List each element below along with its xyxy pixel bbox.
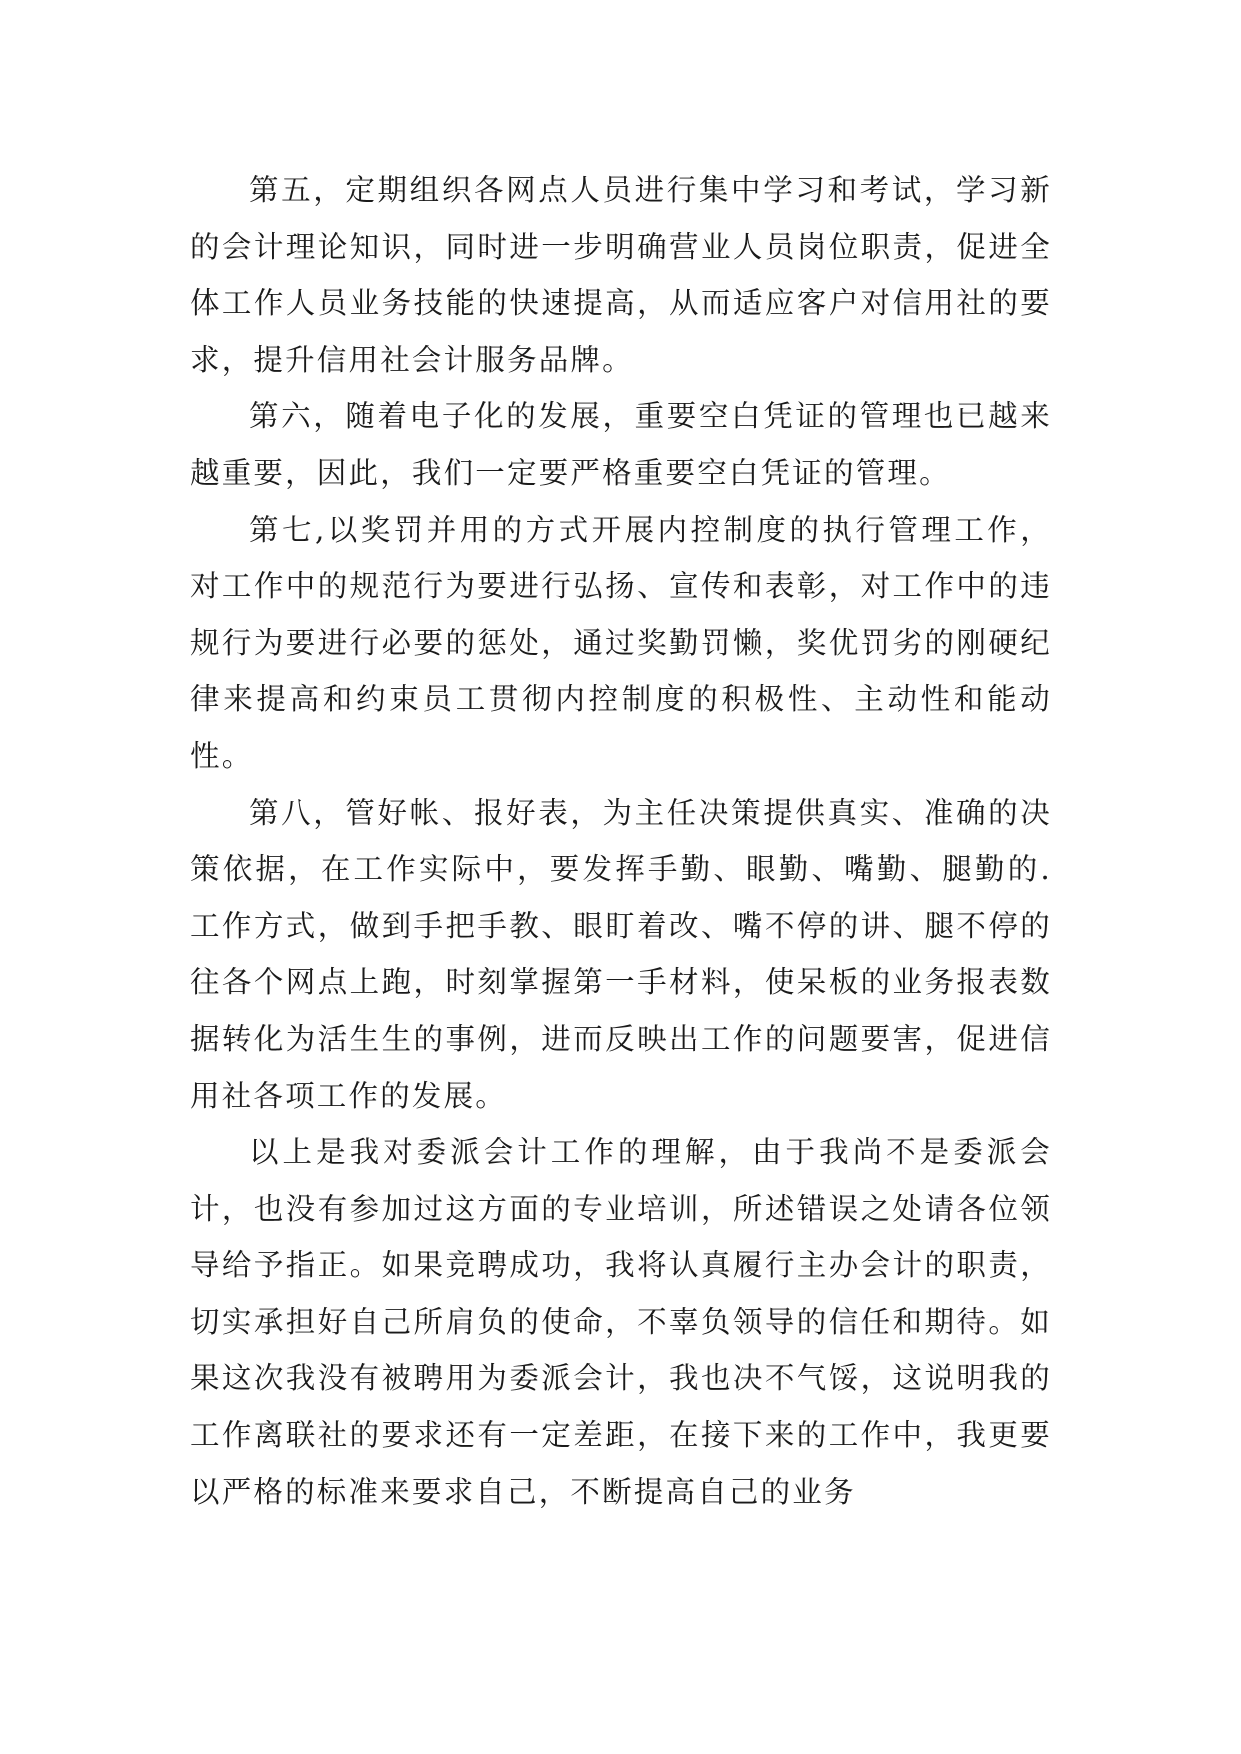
paragraph-6: 第六，随着电子化的发展，重要空白凭证的管理也已越来越重要，因此，我们一定要严格重要空白凭证的管理。 [190,399,1052,490]
document-body [190,162,1052,1520]
paragraph-5: 第五，定期组织各网点人员进行集中学习和考试，学习新的会计理论知识，同时进一步明确营业人员岗位职责，促进全体工作人员业务技能的快速提高，从而适应客户对信用社的要求，提升信用社会计服务品牌。 [190,173,1052,377]
paragraph-closing: 以上是我对委派会计工作的理解，由于我尚不是委派会计，也没有参加过这方面的专业培训，所述错误之处请各位领导给予指正。如果竞聘成功，我将认真履行主办会计的职责，切实承担好自己所肩负的使命，不辜负领导的信任和期待。如果这次我没有被聘用为委派会计，我也决不气馁，这说明我的工作离联社的要求还有一定差距，在接下来的工作中，我更要以严格的标准来要求自己，不断提高自己的业务 [190,1135,1052,1509]
paragraph-7: 第七,以奖罚并用的方式开展内控制度的执行管理工作，对工作中的规范行为要进行弘扬、宣传和表彰，对工作中的违规行为要进行必要的惩处，通过奖勤罚懒，奖优罚劣的刚硬纪律来提高和约束员工贯彻内控制度的积极性、主动性和能动性。 [190,512,1052,773]
paragraph-8: 第八，管好帐、报好表，为主任决策提供真实、准确的决策依据，在工作实际中，要发挥手勤、眼勤、嘴勤、腿勤的.工作方式，做到手把手教、眼盯着改、嘴不停的讲、腿不停的往各个网点上跑，时刻掌握第一手材料，使呆板的业务报表数据转化为活生生的事例，进而反映出工作的问题要害，促进信用社各项工作的发展。 [190,795,1052,1113]
